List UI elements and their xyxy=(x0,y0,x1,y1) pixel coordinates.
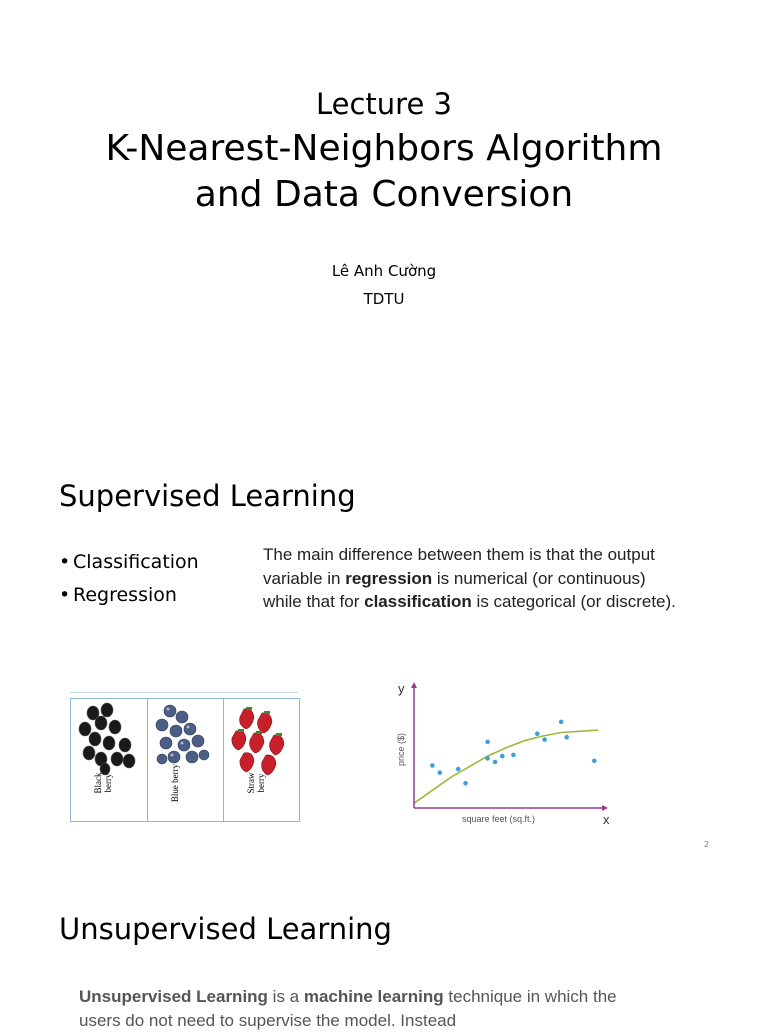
description-bold-unsupervised: Unsupervised Learning xyxy=(79,987,268,1006)
slide-title-line-1: K-Nearest-Neighbors Algorithm xyxy=(105,128,663,169)
author-name: Lê Anh Cường xyxy=(331,262,437,280)
berry-label-black: Black berry xyxy=(93,772,113,794)
learning-types-list xyxy=(59,549,199,615)
unsupervised-learning-title: Unsupervised Learning xyxy=(59,912,392,946)
description-text: is numerical (or continuous) while that for xyxy=(263,568,646,611)
difference-description xyxy=(263,543,683,614)
description-bold-ml: machine learning xyxy=(303,987,444,1006)
slide-title-line-2: and Data Conversion xyxy=(194,174,574,215)
y-axis-letter: y xyxy=(398,681,405,696)
page-number: 2 xyxy=(704,840,710,849)
description-bold-regression: regression xyxy=(345,568,433,588)
data-point xyxy=(500,754,505,759)
description-text: The main difference between them is that the output variable in xyxy=(263,545,655,588)
lecture-number: Lecture 3 xyxy=(316,87,452,121)
bullet-regression: Regression xyxy=(73,584,177,606)
supervised-learning-title: Supervised Learning xyxy=(59,479,356,513)
institution-name: TDTU xyxy=(363,290,405,308)
data-point xyxy=(485,740,490,745)
x-axis-arrow xyxy=(602,805,608,811)
berry-label-blue: Blue berry xyxy=(170,763,180,803)
description-bold-classification: classification xyxy=(364,592,472,611)
bullet-classification: Classification xyxy=(73,551,199,573)
description-text: is a xyxy=(267,987,304,1006)
x-axis-label: square feet (sq.ft.) xyxy=(462,814,536,824)
data-point xyxy=(535,731,540,736)
data-point xyxy=(564,735,569,740)
description-text: is categorical (or discrete). xyxy=(471,592,676,611)
data-point xyxy=(542,737,547,742)
list-item: • Classification xyxy=(59,551,199,573)
fit-curve xyxy=(414,730,598,803)
regression-chart xyxy=(390,678,620,828)
blackberry-cell xyxy=(71,699,146,821)
berry-classification-image xyxy=(70,698,300,822)
blueberry-cell xyxy=(147,699,223,821)
data-point xyxy=(559,720,564,725)
data-point xyxy=(438,770,443,775)
strawberry-cell xyxy=(223,699,299,821)
x-axis-letter: x xyxy=(603,812,610,827)
data-point xyxy=(485,756,490,761)
data-point xyxy=(592,759,597,764)
data-point xyxy=(511,753,516,758)
description-text: technique in which the users do not need to supervise the model. Instead xyxy=(79,987,617,1030)
data-point xyxy=(493,760,498,765)
y-axis-arrow xyxy=(411,682,417,688)
y-axis-label: price ($) xyxy=(396,732,406,766)
list-item: • Regression xyxy=(59,584,177,606)
data-point xyxy=(463,781,468,786)
berry-label-straw: Straw berry xyxy=(246,772,266,794)
data-point xyxy=(430,763,435,768)
data-point xyxy=(456,767,461,772)
unsupervised-description xyxy=(79,985,639,1033)
blueberry-image xyxy=(148,699,223,821)
